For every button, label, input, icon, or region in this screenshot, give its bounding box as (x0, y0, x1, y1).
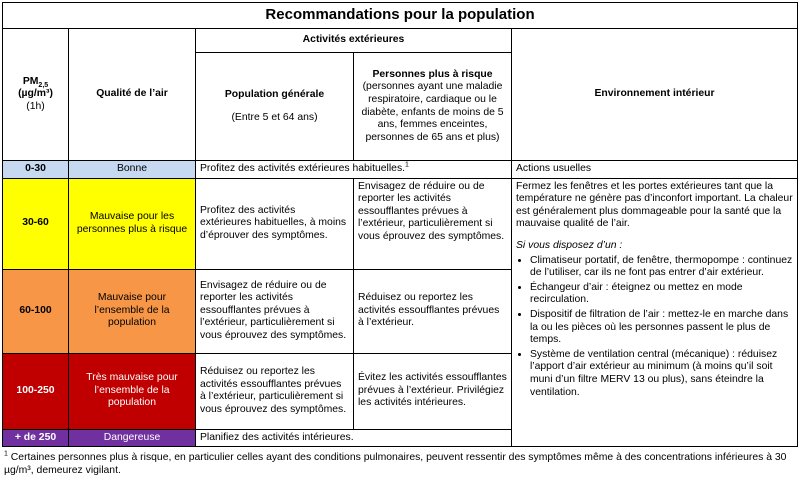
general-population-title: Population générale (224, 88, 325, 100)
indoor-header: Environnement intérieur (512, 29, 798, 161)
indoor-intro: Fermez les fenêtres et les portes extérieures tant que la température ne génère pas d’inconfort important. La chaleur est généralement plus dommageable pour la santé que la mauvaise qualité de l’air. (516, 180, 793, 230)
quality-bonne: Bonne (69, 161, 196, 179)
outdoor-plus-250: Planifiez des activités intérieures. (196, 429, 512, 447)
outdoor-0-30-text: Profitez des activités extérieures habituelles. (200, 163, 406, 174)
general-population-sub: (Entre 5 et 64 ans) (231, 111, 318, 123)
outdoor-0-30 (196, 161, 512, 179)
footnote-text: Certaines personnes plus à risque, en particulier celles ayant des conditions pulmonaires, peuvent ressentir des symptômes même à des concentrations inférieures à 30 µg/m³, demeurez vigilant. (4, 452, 787, 477)
at-risk-sub: (personnes ayant une maladie respiratoire, cardiaque ou le diabète, enfants de moins de 5 ans, femmes enceintes, personnes de 65 ans et plus) (361, 81, 504, 143)
general-30-60: Profitez des activités extérieures habituelles, à moins d’éprouver des symptômes. (196, 178, 354, 269)
general-60-100: Envisagez de réduire ou de reporter les activités essoufflantes prévues à l’extérieur, particulièrement si vous éprouvez des symptômes. (196, 269, 354, 353)
quality-header: Qualité de l’air (69, 29, 196, 161)
quality-tres-mauvaise: Très mauvaise pour l’ensemble de la population (69, 353, 196, 429)
pm-subscript: 2,5 (38, 81, 49, 89)
general-100-250: Réduisez ou reportez les activités essoufflantes prévues à l’extérieur, particulièrement si vous éprouvez des symptômes. (196, 353, 354, 429)
range-60-100: 60-100 (3, 269, 69, 353)
risk-60-100: Réduisez ou reportez les activités essoufflantes prévues à l’extérieur. (354, 269, 512, 353)
footnote-mark: 1 (4, 450, 8, 458)
quality-mauvaise-ensemble: Mauvaise pour l’ensemble de la population (69, 269, 196, 353)
at-risk-header (354, 53, 512, 161)
indoor-if-have: Si vous disposez d’un : (516, 239, 623, 251)
at-risk-title: Personnes plus à risque (372, 68, 493, 80)
pm-period: (1h) (26, 100, 45, 112)
risk-30-60: Envisagez de réduire ou de reporter les activités essoufflantes prévues à l’extérieur, particulièrement si vous éprouvez des symptômes. (354, 178, 512, 269)
list-item: • Système de ventilation central (mécanique) : réduisez l’apport d’air extérieur au minimum (à moins qu’il soit muni d’un filtre MERV 13 ou plus), sans éteindre la ventilation. (530, 349, 793, 399)
list-item: • Dispositif de filtration de l’air : mettez-le en marche dans la ou les pièces où les personnes passent le plus de temps. (530, 309, 793, 347)
pm-header (3, 29, 69, 161)
recommendations-table (2, 2, 798, 447)
indoor-recommendations (512, 178, 798, 447)
recommendations-document (2, 2, 797, 477)
footnote (2, 451, 797, 477)
indoor-usual: Actions usuelles (512, 161, 798, 179)
footnote-ref: 1 (405, 161, 409, 169)
range-0-30: 0-30 (3, 161, 69, 179)
general-population-header (196, 53, 354, 161)
list-item: • Climatiseur portatif, de fenêtre, thermopompe : continuez de l’utiliser, car ils ne font pas entrer d’air extérieur. (530, 255, 793, 280)
outdoor-header: Activités extérieures (196, 29, 512, 53)
range-100-250: 100-250 (3, 353, 69, 429)
list-item: • Échangeur d’air : éteignez ou mettez en mode recirculation. (530, 282, 793, 307)
pm-label: PM (22, 75, 39, 87)
range-30-60: 30-60 (3, 178, 69, 269)
table-title: Recommandations pour la population (3, 3, 798, 29)
range-plus-250: + de 250 (3, 429, 69, 447)
pm-unit: (µg/m³) (18, 88, 53, 100)
indoor-list (516, 255, 793, 400)
quality-mauvaise-risque: Mauvaise pour les personnes plus à risque (69, 178, 196, 269)
risk-100-250: Évitez les activités essoufflantes prévues à l’extérieur. Privilégiez les activités intérieures. (354, 353, 512, 429)
quality-dangereuse: Dangereuse (69, 429, 196, 447)
